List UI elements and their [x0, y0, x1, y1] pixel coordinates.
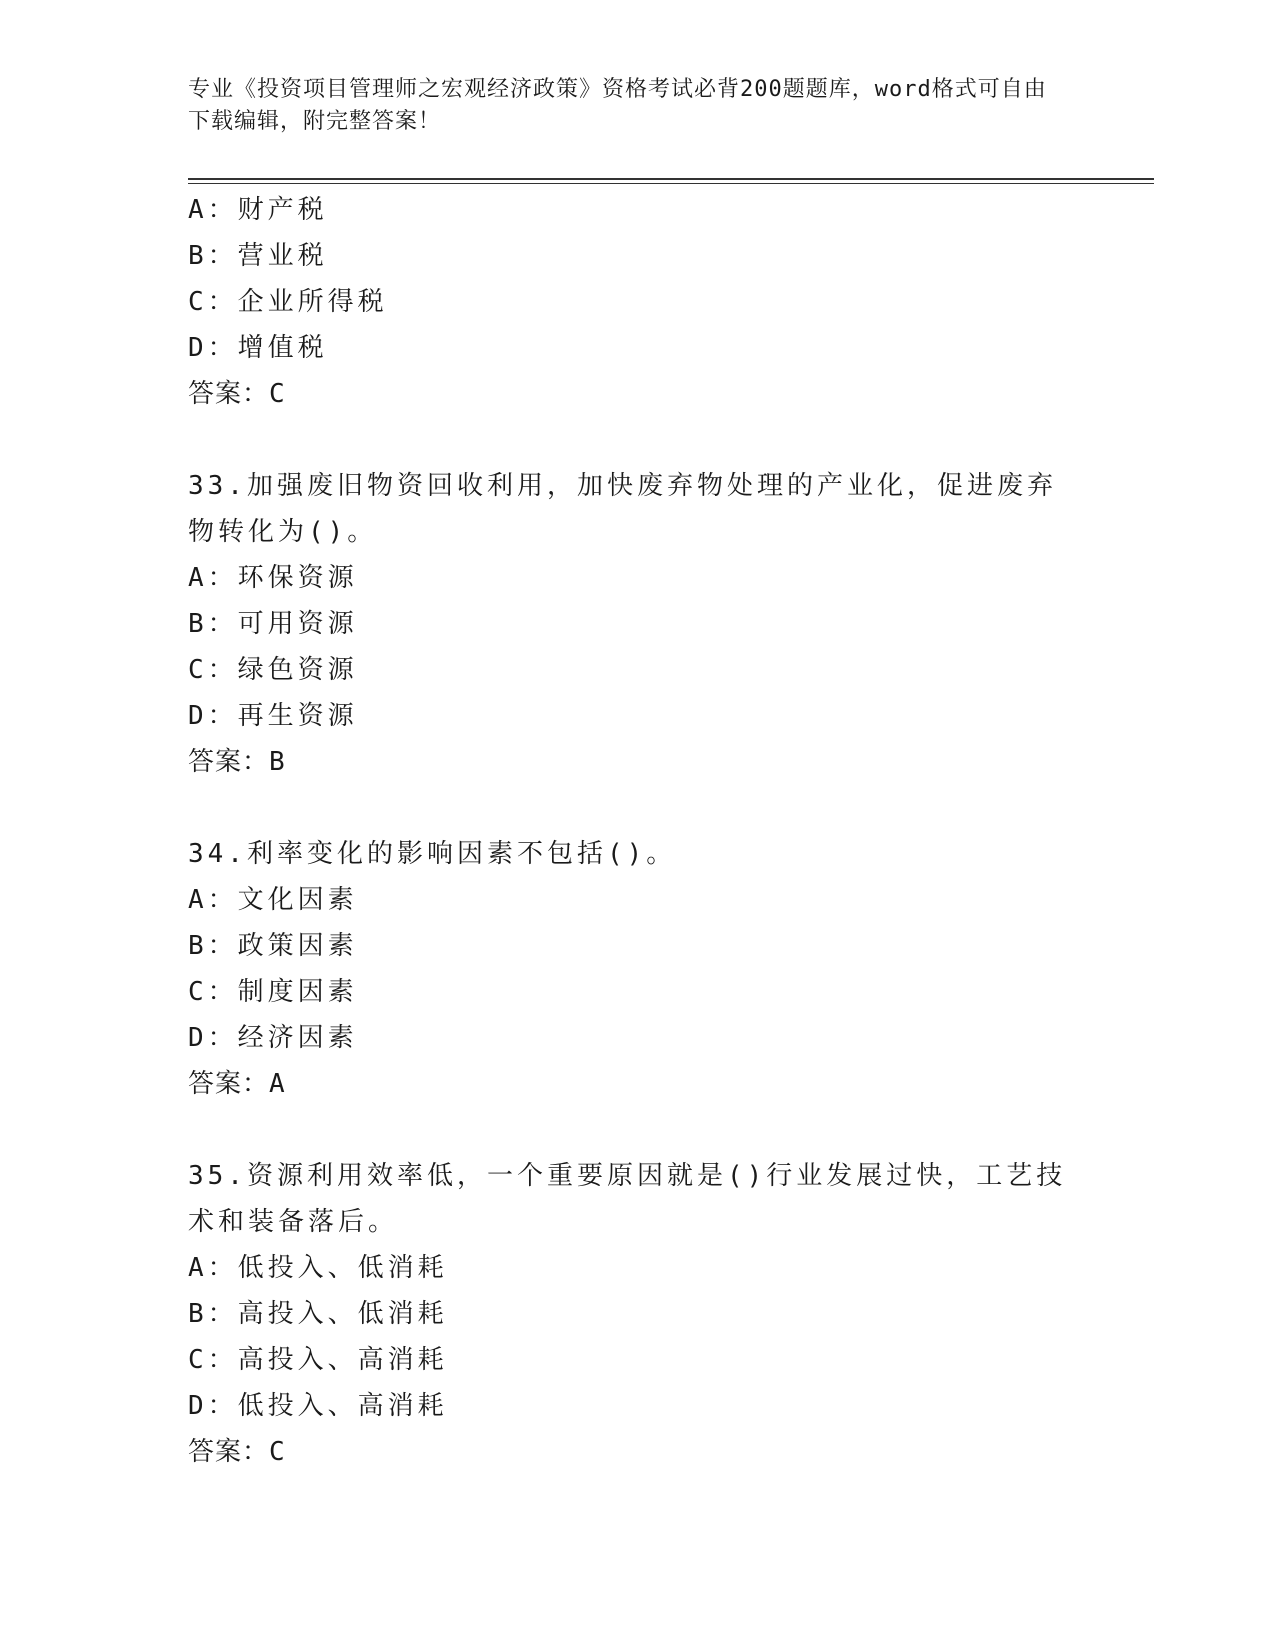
question-35: [188, 1153, 1088, 1475]
answer: 答案：C: [188, 379, 286, 409]
option-b: B：营业税: [188, 241, 328, 271]
option-b: B：可用资源: [188, 609, 358, 639]
question-text: 34.利率变化的影响因素不包括()。: [188, 839, 677, 869]
spacer: [188, 1107, 1088, 1153]
document-header: 专业《投资项目管理师之宏观经济政策》资格考试必背200题题库，word格式可自由下载编辑，附完整答案！: [188, 77, 1047, 134]
option-c: C：企业所得税: [188, 287, 388, 317]
answer: 答案：B: [188, 747, 286, 777]
option-c: C：制度因素: [188, 977, 358, 1007]
question-text: 33.加强废旧物资回收利用，加快废弃物处理的产业化，促进废弃物转化为()。: [188, 471, 1057, 547]
question-32: [188, 187, 1088, 417]
option-d: D：再生资源: [188, 701, 358, 731]
option-a: A：财产税: [188, 195, 328, 225]
answer: 答案：C: [188, 1437, 286, 1467]
answer: 答案：A: [188, 1069, 286, 1099]
header-rule-thick: [188, 178, 1154, 180]
option-b: B：高投入、低消耗: [188, 1299, 448, 1329]
question-33: [188, 463, 1088, 785]
question-list: [188, 187, 1088, 1475]
question-34: [188, 831, 1088, 1107]
spacer: [188, 785, 1088, 831]
option-a: A：低投入、低消耗: [188, 1253, 448, 1283]
spacer: [188, 417, 1088, 463]
header-rule-thin: [188, 183, 1154, 184]
option-a: A：文化因素: [188, 885, 358, 915]
option-b: B：政策因素: [188, 931, 358, 961]
option-d: D：增值税: [188, 333, 328, 363]
option-a: A：环保资源: [188, 563, 358, 593]
option-d: D：低投入、高消耗: [188, 1391, 448, 1421]
question-text: 35.资源利用效率低，一个重要原因就是()行业发展过快，工艺技术和装备落后。: [188, 1161, 1067, 1237]
option-c: C：高投入、高消耗: [188, 1345, 448, 1375]
option-d: D：经济因素: [188, 1023, 358, 1053]
option-c: C：绿色资源: [188, 655, 358, 685]
